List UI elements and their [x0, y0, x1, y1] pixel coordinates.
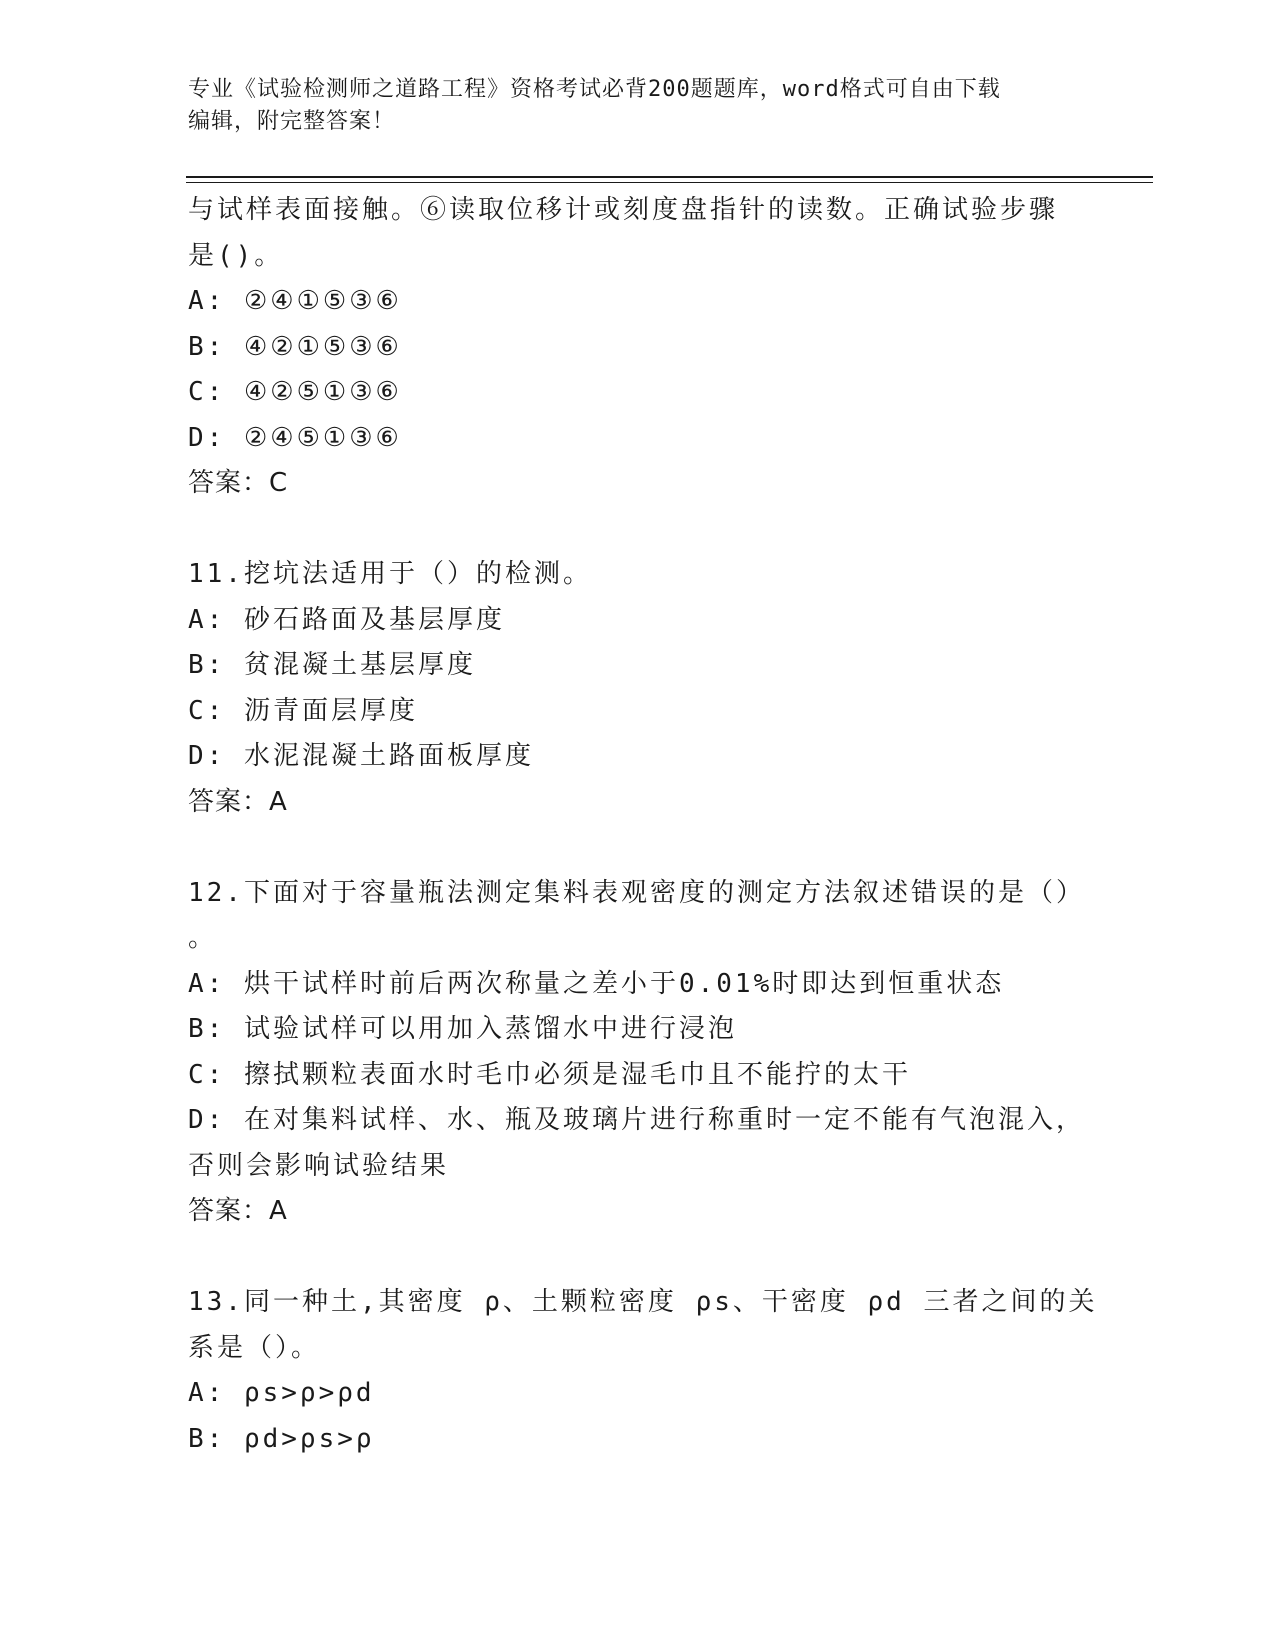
question-11-answer: 答案：A: [188, 786, 288, 817]
question-13-option-b: B: ρd>ρs>ρ: [188, 1423, 375, 1454]
question-10: [188, 188, 1068, 507]
question-11-option-a: A: 砂石路面及基层厚度: [188, 604, 505, 635]
spacer: [188, 825, 1068, 871]
question-13-stem-1: 13.同一种土,其密度 ρ、土颗粒密度 ρs、干密度 ρd 三者之间的关: [188, 1287, 1098, 1317]
question-10-option-a: A: ②④①⑤③⑥: [188, 286, 402, 316]
question-12-answer: 答案：A: [188, 1196, 288, 1226]
spacer: [188, 1235, 1068, 1281]
spacer: [188, 507, 1068, 553]
question-11-option-d: D: 水泥混凝土路面板厚度: [188, 741, 534, 771]
question-10-answer: 答案：C: [188, 468, 289, 498]
header-divider-thin: [186, 182, 1153, 183]
question-11-option-c: C: 沥青面层厚度: [188, 695, 418, 726]
question-12-option-c: C: 擦拭颗粒表面水时毛巾必须是湿毛巾且不能拧的太干: [188, 1059, 911, 1090]
question-12-stem-2: 。: [188, 923, 218, 953]
question-12-option-a: A: 烘干试样时前后两次称量之差小于0.01%时即达到恒重状态: [188, 968, 1005, 999]
header-divider-thick: [186, 176, 1153, 178]
question-13-option-a: A: ρs>ρ>ρd: [188, 1378, 375, 1408]
question-list: [188, 188, 1098, 1462]
question-10-option-d: D: ②④⑤①③⑥: [188, 422, 402, 453]
question-13-stem-2: 系是（）。: [188, 1332, 321, 1363]
question-12: [188, 871, 1085, 1235]
question-12-option-b: B: 试验试样可以用加入蒸馏水中进行浸泡: [188, 1014, 737, 1044]
header-line-2: 编辑，附完整答案！: [188, 109, 396, 134]
question-11: [188, 552, 1068, 825]
question-11-option-b: B: 贫混凝土基层厚度: [188, 650, 476, 680]
question-10-stem-cont-2: 是()。: [188, 240, 284, 271]
question-13: [188, 1280, 1098, 1462]
question-12-option-d-cont: 否则会影响试验结果: [188, 1150, 450, 1181]
header-line-1: 专业《试验检测师之道路工程》资格考试必背200题题库，word格式可自由下载: [188, 77, 1001, 102]
question-11-stem: 11.挖坑法适用于（）的检测。: [188, 559, 592, 589]
question-10-option-c: C: ④②⑤①③⑥: [188, 377, 402, 407]
question-10-stem-cont-1: 与试样表面接触。⑥读取位移计或刻度盘指针的读数。正确试验步骤: [188, 195, 1059, 225]
question-12-option-d: D: 在对集料试样、水、瓶及玻璃片进行称重时一定不能有气泡混入，: [188, 1105, 1085, 1135]
question-10-option-b: B: ④②①⑤③⑥: [188, 331, 402, 362]
document-header: [188, 74, 1068, 138]
question-12-stem-1: 12.下面对于容量瓶法测定集料表观密度的测定方法叙述错误的是（）: [188, 877, 1085, 908]
